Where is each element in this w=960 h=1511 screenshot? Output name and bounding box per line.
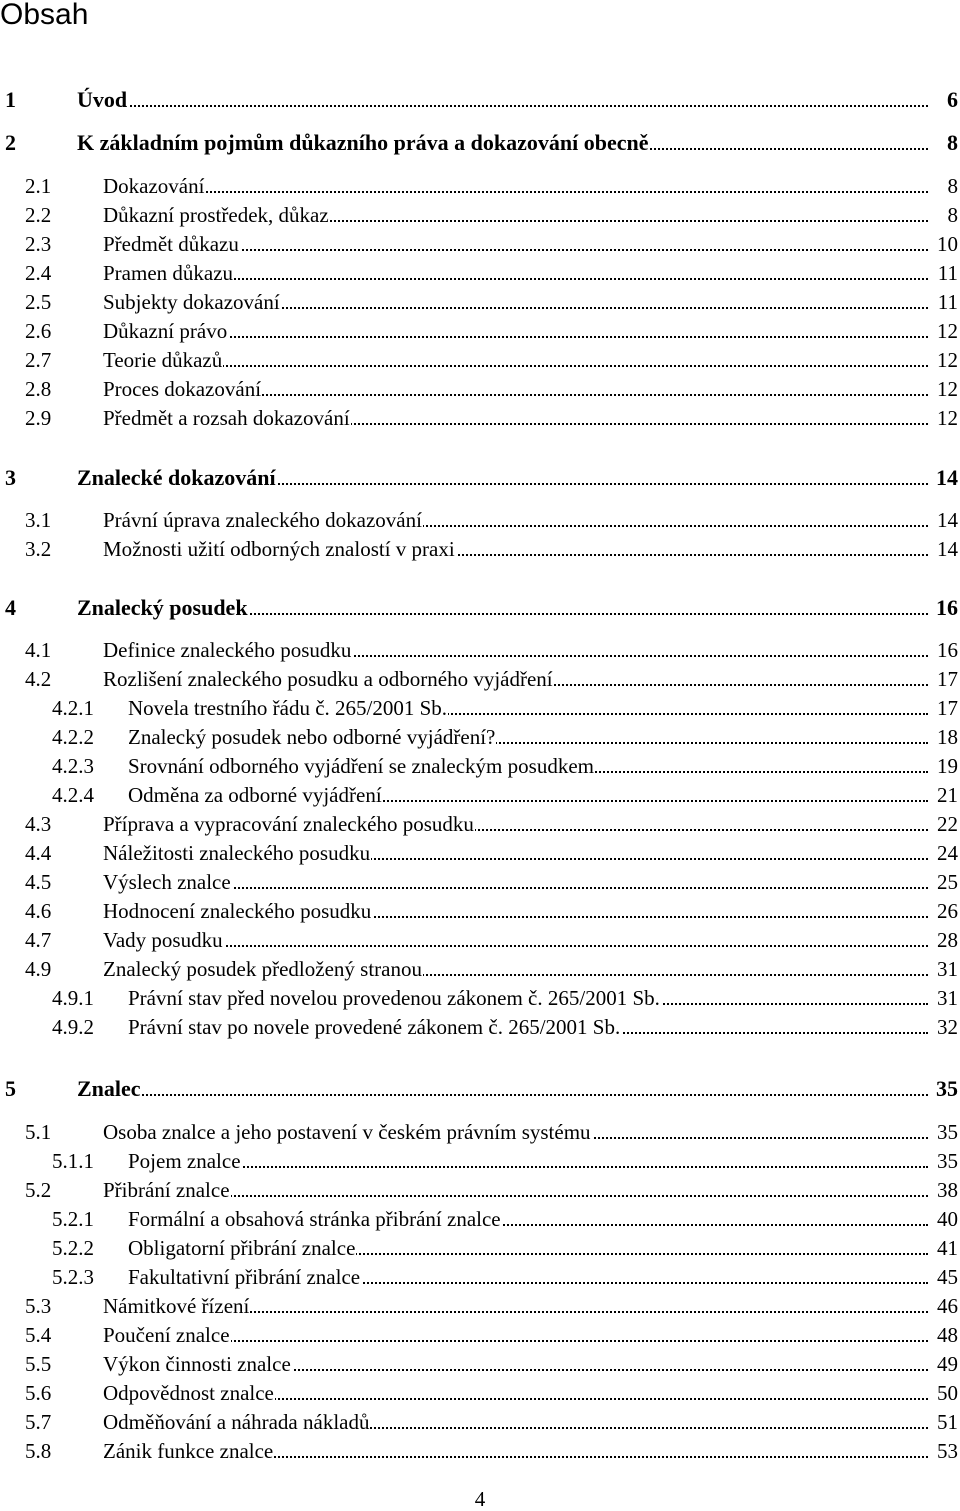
- toc-entry-title: Fakultativní přibrání znalce: [128, 1265, 361, 1289]
- toc-entry-page: 16: [937, 638, 958, 662]
- toc-entry-leader: [103, 637, 928, 663]
- toc-entry-title: Znalecký posudek předložený stranou: [103, 957, 422, 981]
- toc-entry-title: Odměna za odborné vyjádření: [128, 783, 382, 807]
- toc-entry[interactable]: [0, 666, 958, 692]
- toc-entry-number: 5.2.2: [52, 1236, 94, 1260]
- toc-entry-number: 4.9.1: [52, 986, 94, 1010]
- toc-entry-leader: [128, 1206, 928, 1232]
- toc-entry-leader: [103, 1177, 928, 1203]
- toc-entry-title: Právní stav po novele provedené zákonem č. 265/2001 Sb.: [128, 1015, 621, 1039]
- toc-entry[interactable]: [0, 840, 958, 866]
- toc-entry-page: 45: [937, 1265, 958, 1289]
- toc-entry[interactable]: [0, 465, 958, 491]
- toc-entry-leader: [77, 130, 928, 156]
- toc-entry-leader: [128, 782, 928, 808]
- toc-entry[interactable]: [0, 695, 958, 721]
- toc-entry-page: 19: [937, 754, 958, 778]
- toc-entry[interactable]: [0, 1409, 958, 1435]
- toc-entry-leader: [77, 595, 928, 621]
- toc-entry[interactable]: [0, 173, 958, 199]
- toc-entry-leader: [103, 405, 928, 431]
- toc-entry-number: 2.2: [25, 203, 52, 227]
- toc-entry-title: Předmět důkazu: [103, 232, 239, 256]
- toc-entry-title: Právní stav před novelou provedenou zákonem č. 265/2001 Sb.: [128, 986, 660, 1010]
- toc-entry-page: 16: [936, 595, 958, 620]
- toc-entry-number: 5.2: [25, 1178, 52, 1202]
- toc-entry-page: 35: [936, 1076, 958, 1101]
- toc-entry-leader: [77, 1076, 928, 1102]
- toc-entry-number: 5.1: [25, 1120, 52, 1144]
- toc-entry[interactable]: [0, 202, 958, 228]
- toc-entry-leader: [128, 1014, 928, 1040]
- toc-entry-page: 12: [937, 377, 958, 401]
- toc-entry[interactable]: [0, 782, 958, 808]
- toc-entry-title: Důkazní právo: [103, 319, 228, 343]
- toc-entry-page: 22: [937, 812, 958, 836]
- toc-entry[interactable]: [0, 1177, 958, 1203]
- toc-entry[interactable]: [0, 1206, 958, 1232]
- toc-entry-page: 38: [937, 1178, 958, 1202]
- toc-entry-number: 4.2.4: [52, 783, 94, 807]
- toc-entry-title: Odpovědnost znalce: [103, 1381, 274, 1405]
- toc-entry[interactable]: [0, 927, 958, 953]
- toc-entry-number: 4.2.2: [52, 725, 94, 749]
- toc-entry-page: 51: [937, 1410, 958, 1434]
- toc-entry-leader: [103, 927, 928, 953]
- toc-entry-page: 8: [947, 203, 958, 227]
- toc-entry-number: 1: [5, 87, 16, 112]
- toc-entry[interactable]: [0, 376, 958, 402]
- toc-entry-leader: [103, 1351, 928, 1377]
- toc-entry[interactable]: [0, 1438, 958, 1464]
- toc-entry-title: Teorie důkazů: [103, 348, 223, 372]
- toc-entry-page: 46: [937, 1294, 958, 1318]
- toc-entry-title: Srovnání odborného vyjádření se znaleckým posudkem: [128, 754, 594, 778]
- toc-entry[interactable]: [0, 637, 958, 663]
- toc-entry-page: 12: [937, 406, 958, 430]
- toc-entry-page: 31: [937, 986, 958, 1010]
- toc-entry-number: 4.2: [25, 667, 52, 691]
- toc-entry-leader: [103, 202, 928, 228]
- toc-entry-leader: [103, 376, 928, 402]
- toc-entry-title: Dokazování: [103, 174, 205, 198]
- toc-entry-leader: [103, 289, 928, 315]
- toc-entry-leader: [77, 87, 928, 113]
- toc-entry-number: 2.5: [25, 290, 52, 314]
- toc-entry-title: Výslech znalce: [103, 870, 231, 894]
- toc-entry-title: Příprava a vypracování znaleckého posudku: [103, 812, 474, 836]
- toc-entry-page: 12: [937, 319, 958, 343]
- toc-entry-title: Definice znaleckého posudku: [103, 638, 352, 662]
- toc-entry-leader: [103, 1380, 928, 1406]
- toc-entry-page: 8: [947, 130, 958, 155]
- toc-entry-number: 2.6: [25, 319, 52, 343]
- toc-entry-leader: [103, 869, 928, 895]
- toc-entry-page: 18: [937, 725, 958, 749]
- toc-entry-leader: [128, 1235, 928, 1261]
- toc-entry[interactable]: [0, 1014, 958, 1040]
- toc-entry-title: Znalecké dokazování: [77, 465, 276, 490]
- toc-entry-leader: [128, 724, 928, 750]
- toc-entry[interactable]: [0, 130, 958, 156]
- toc-entry-page: 8: [947, 174, 958, 198]
- toc-entry-leader: [103, 1119, 928, 1145]
- toc-entry-page: 50: [937, 1381, 958, 1405]
- toc-entry-leader: [103, 1409, 928, 1435]
- toc-entry-leader: [103, 536, 928, 562]
- toc-entry[interactable]: [0, 811, 958, 837]
- toc-entry-number: 5.8: [25, 1439, 52, 1463]
- toc-entry-title: Předmět a rozsah dokazování: [103, 406, 350, 430]
- toc-entry-number: 4.7: [25, 928, 52, 952]
- toc-entry[interactable]: [0, 898, 958, 924]
- toc-entry-title: Odměňování a náhrada nákladů: [103, 1410, 370, 1434]
- toc-entry-page: 10: [937, 232, 958, 256]
- toc-entry-leader: [77, 465, 928, 491]
- toc-entry-title: Možnosti užití odborných znalostí v praxi: [103, 537, 455, 561]
- toc-entry-title: Znalec: [77, 1076, 141, 1101]
- toc-entry-leader: [103, 956, 928, 982]
- toc-entry-title: Znalecký posudek: [77, 595, 248, 620]
- toc-entry-leader: [103, 318, 928, 344]
- toc-entry-number: 5.5: [25, 1352, 52, 1376]
- toc-entry-title: Náležitosti znaleckého posudku: [103, 841, 371, 865]
- toc-entry-leader: [103, 898, 928, 924]
- toc-entry-page: 24: [937, 841, 958, 865]
- page-title: Obsah: [0, 0, 89, 31]
- toc-entry-page: 12: [937, 348, 958, 372]
- toc-entry[interactable]: [0, 1119, 958, 1145]
- toc-entry-number: 2.7: [25, 348, 52, 372]
- toc-entry-number: 4.6: [25, 899, 52, 923]
- toc-entry[interactable]: [0, 753, 958, 779]
- toc-entry[interactable]: [0, 1076, 958, 1102]
- toc-entry-page: 48: [937, 1323, 958, 1347]
- toc-entry-page: 35: [937, 1120, 958, 1144]
- toc-entry-leader: [128, 695, 928, 721]
- toc-entry-page: 14: [937, 508, 958, 532]
- toc-entry-title: Subjekty dokazování: [103, 290, 280, 314]
- toc-entry-page: 41: [937, 1236, 958, 1260]
- toc-entry-number: 4.3: [25, 812, 52, 836]
- toc-entry-title: Přibrání znalce: [103, 1178, 230, 1202]
- toc-entry-page: 25: [937, 870, 958, 894]
- toc-entry-title: Formální a obsahová stránka přibrání znalce: [128, 1207, 501, 1231]
- toc-entry-page: 26: [937, 899, 958, 923]
- toc-entry[interactable]: [0, 869, 958, 895]
- toc-entry-page: 11: [937, 290, 958, 314]
- toc-entry[interactable]: [0, 956, 958, 982]
- toc-entry-number: 2.1: [25, 174, 52, 198]
- toc-entry-number: 5.1.1: [52, 1149, 94, 1173]
- toc-entry-number: 4.4: [25, 841, 52, 865]
- toc-entry-leader: [103, 347, 928, 373]
- toc-entry-page: 53: [937, 1439, 958, 1463]
- toc-entry-title: Výkon činnosti znalce: [103, 1352, 291, 1376]
- toc-entry[interactable]: [0, 1235, 958, 1261]
- toc-entry[interactable]: [0, 536, 958, 562]
- toc-entry-number: 4.2.3: [52, 754, 94, 778]
- toc-entry[interactable]: [0, 1322, 958, 1348]
- toc-entry-title: Obligatorní přibrání znalce: [128, 1236, 356, 1260]
- toc-entry[interactable]: [0, 231, 958, 257]
- toc-entry[interactable]: [0, 87, 958, 113]
- toc-entry-number: 5.7: [25, 1410, 52, 1434]
- toc-entry-page: 21: [937, 783, 958, 807]
- toc-entry[interactable]: [0, 289, 958, 315]
- toc-entry-page: 32: [937, 1015, 958, 1039]
- toc-entry-leader: [103, 1293, 928, 1319]
- toc-entry-title: K základním pojmům důkazního práva a dokazování obecně: [77, 130, 649, 155]
- toc-entry[interactable]: [0, 347, 958, 373]
- toc-entry-number: 2: [5, 130, 16, 155]
- toc-entry-title: Rozlišení znaleckého posudku a odborného vyjádření: [103, 667, 553, 691]
- toc-entry-page: 28: [937, 928, 958, 952]
- toc-entry-page: 14: [937, 537, 958, 561]
- toc-entry[interactable]: [0, 1293, 958, 1319]
- toc-entry-page: 6: [947, 87, 958, 112]
- toc-entry-page: 35: [937, 1149, 958, 1173]
- toc-entry-page: 49: [937, 1352, 958, 1376]
- toc-entry-title: Úvod: [77, 87, 128, 112]
- toc-entry-leader: [103, 507, 928, 533]
- toc-entry-title: Znalecký posudek nebo odborné vyjádření?: [128, 725, 496, 749]
- toc-entry-number: 5.3: [25, 1294, 52, 1318]
- toc-entry-title: Pramen důkazu: [103, 261, 234, 285]
- toc-entry[interactable]: [0, 507, 958, 533]
- toc-entry-leader: [103, 173, 928, 199]
- toc-entry-title: Proces dokazování: [103, 377, 262, 401]
- toc-entry-number: 3.2: [25, 537, 52, 561]
- toc-entry-title: Hodnocení znaleckého posudku: [103, 899, 372, 923]
- toc-entry-number: 4.1: [25, 638, 52, 662]
- toc-entry-page: 31: [937, 957, 958, 981]
- toc-entry-leader: [128, 1148, 928, 1174]
- toc-entry-number: 4.2.1: [52, 696, 94, 720]
- toc-entry-title: Poučení znalce: [103, 1323, 230, 1347]
- toc-entry-title: Zánik funkce znalce: [103, 1439, 274, 1463]
- toc-entry-leader: [103, 1322, 928, 1348]
- toc-entry-page: 17: [937, 667, 958, 691]
- toc-entry-page: 14: [936, 465, 958, 490]
- toc-entry-title: Novela trestního řádu č. 265/2001 Sb.: [128, 696, 448, 720]
- toc-entry[interactable]: [0, 1264, 958, 1290]
- toc-entry-page: 40: [937, 1207, 958, 1231]
- toc-entry-title: Důkazní prostředek, důkaz: [103, 203, 329, 227]
- toc-entry-leader: [103, 260, 928, 286]
- toc-entry[interactable]: [0, 405, 958, 431]
- toc-entry-leader: [103, 231, 928, 257]
- toc-entry-title: Pojem znalce: [128, 1149, 241, 1173]
- toc-entry-number: 2.4: [25, 261, 52, 285]
- toc-entry-title: Právní úprava znaleckého dokazování: [103, 508, 422, 532]
- toc-entry-number: 4.9.2: [52, 1015, 94, 1039]
- toc-entry-number: 2.3: [25, 232, 52, 256]
- toc-entry[interactable]: [0, 260, 958, 286]
- toc-entry[interactable]: [0, 1351, 958, 1377]
- toc-entry[interactable]: [0, 1380, 958, 1406]
- toc-entry[interactable]: [0, 985, 958, 1011]
- page-number: 4: [474, 1487, 486, 1511]
- toc-entry-number: 5: [5, 1076, 16, 1101]
- toc-entry-number: 4.9: [25, 957, 52, 981]
- toc-entry-number: 5.4: [25, 1323, 52, 1347]
- toc-entry-title: Osoba znalce a jeho postavení v českém právním systému: [103, 1120, 591, 1144]
- toc-entry[interactable]: [0, 1148, 958, 1174]
- toc-entry-number: 2.8: [25, 377, 52, 401]
- toc-entry-number: 5.2.1: [52, 1207, 94, 1231]
- toc-entry[interactable]: [0, 724, 958, 750]
- toc-entry-page: 11: [937, 261, 958, 285]
- toc-entry-number: 4: [5, 595, 16, 620]
- toc-entry-title: Námitkové řízení: [103, 1294, 250, 1318]
- toc-entry-page: 17: [937, 696, 958, 720]
- toc-entry-leader: [103, 840, 928, 866]
- toc-entry-leader: [103, 666, 928, 692]
- toc-entry-number: 5.6: [25, 1381, 52, 1405]
- toc-entry[interactable]: [0, 595, 958, 621]
- toc-entry-number: 3.1: [25, 508, 52, 532]
- toc-entry-leader: [103, 1438, 928, 1464]
- toc-entry-title: Vady posudku: [103, 928, 223, 952]
- toc-entry-number: 3: [5, 465, 16, 490]
- toc-entry-number: 4.5: [25, 870, 52, 894]
- toc-entry[interactable]: [0, 318, 958, 344]
- toc-entry-leader: [128, 985, 928, 1011]
- toc-entry-number: 5.2.3: [52, 1265, 94, 1289]
- toc-entry-leader: [128, 753, 928, 779]
- toc-entry-leader: [103, 811, 928, 837]
- toc-entry-leader: [128, 1264, 928, 1290]
- toc-entry-number: 2.9: [25, 406, 52, 430]
